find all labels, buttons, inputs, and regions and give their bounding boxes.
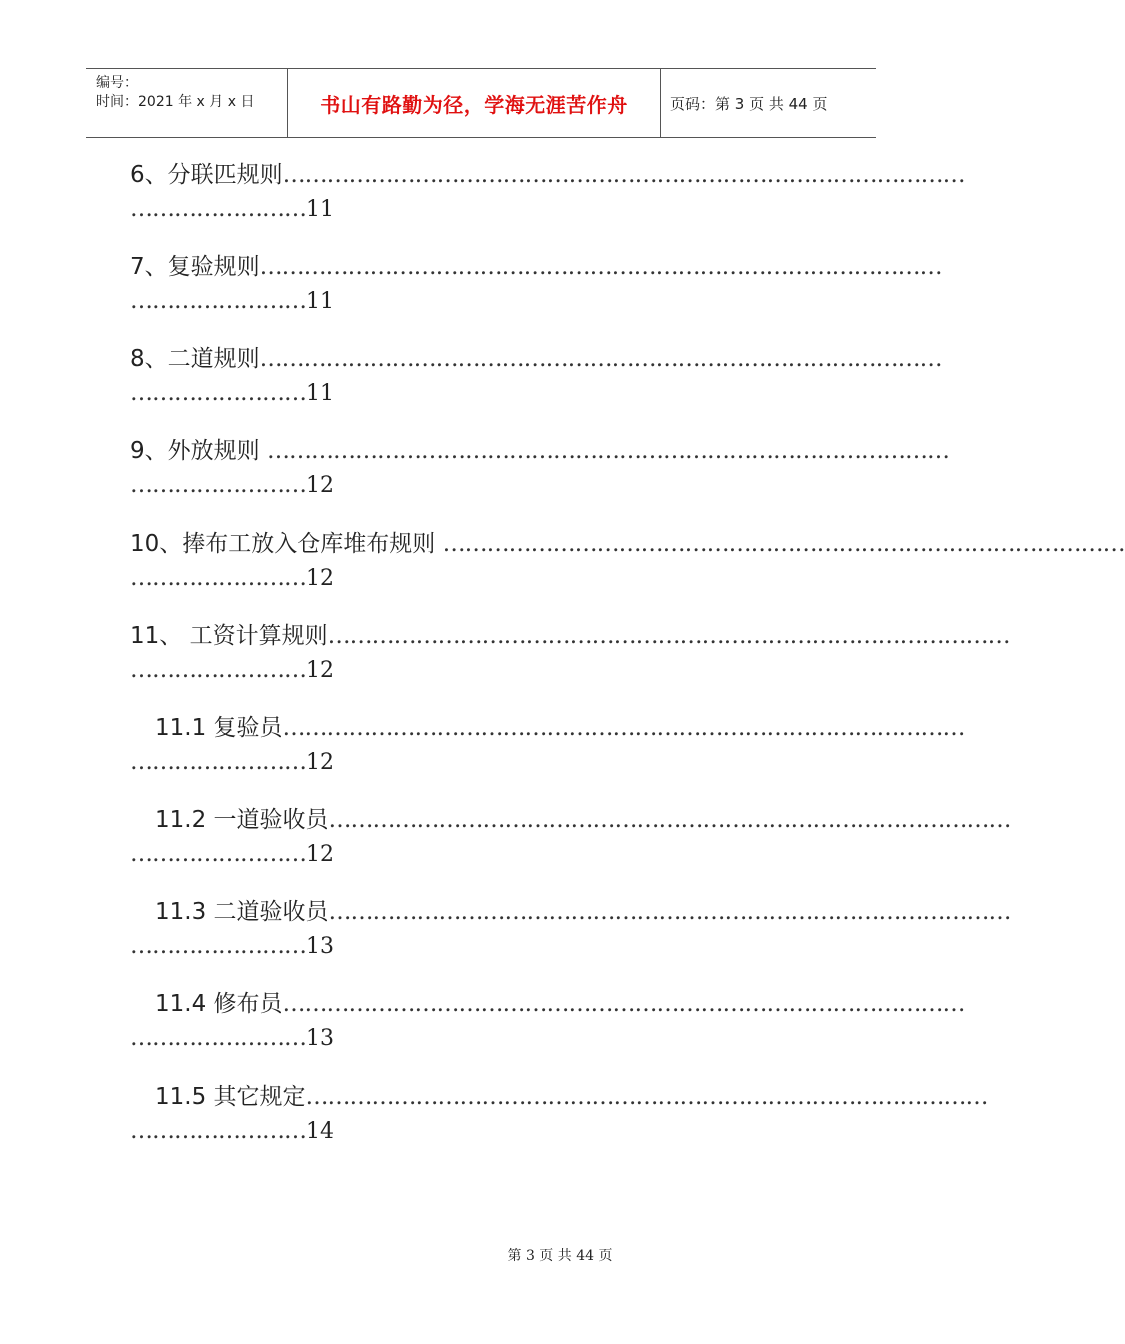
toc-entry-page: 14: [306, 1119, 334, 1144]
footer-page-number: 第 3 页 共 44 页: [507, 1248, 613, 1264]
toc-entry[interactable]: 10、捧布工放入仓库堆布规则 ………………………………………………………………………………… ……………………12: [130, 531, 1125, 591]
toc-entry[interactable]: 11.2 一道验收员………………………………………………………………………………… ……………………12: [130, 807, 1011, 867]
toc-entry-page: 13: [306, 1026, 334, 1051]
toc-entry-label: 6、分联匹规则: [130, 162, 283, 188]
toc-entry-label: 11.3 二道验收员: [155, 899, 329, 925]
number-label: 编号：: [96, 75, 138, 91]
toc-entry[interactable]: 11、 工资计算规则………………………………………………………………………………… ……………………12: [130, 623, 1010, 683]
toc-entry-label: 8、二道规则: [130, 346, 260, 372]
toc-entry-page: 12: [306, 566, 334, 591]
toc-entry-label: 9、外放规则: [130, 438, 267, 464]
toc-entry-label: 11.1 复验员: [155, 715, 283, 741]
header-motto: 书山有路勤为径，学海无涯苦作舟: [320, 92, 628, 117]
toc-entry[interactable]: 11.5 其它规定………………………………………………………………………………… ……………………14: [130, 1084, 988, 1144]
header-page-info: 页码：第 3 页 共 44 页: [670, 94, 828, 113]
toc-entry-page: 12: [306, 658, 334, 683]
toc-entry-page: 11: [306, 197, 334, 222]
toc-entry-page: 12: [306, 750, 334, 775]
toc-entry-page: 12: [306, 473, 334, 498]
toc-entry-label: 11、 工资计算规则: [130, 623, 328, 649]
toc-entry-page: 11: [306, 381, 334, 406]
toc-entry-page: 12: [306, 842, 334, 867]
toc-entry[interactable]: 7、复验规则………………………………………………………………………………… ……………………11: [130, 254, 942, 314]
toc-entry-page: 11: [306, 289, 334, 314]
time-label: 时间：2021 年 x 月 x 日: [96, 94, 255, 110]
toc-entry[interactable]: 6、分联匹规则………………………………………………………………………………… ……………………11: [130, 162, 965, 222]
toc-entry[interactable]: 11.1 复验员………………………………………………………………………………… ……………………12: [130, 715, 965, 775]
toc-entry-label: 11.2 一道验收员: [155, 807, 329, 833]
toc-entry-label: 7、复验规则: [130, 254, 260, 280]
page-footer: [0, 1245, 950, 1265]
toc-entry-page: 13: [306, 934, 334, 959]
toc-entry[interactable]: 11.4 修布员………………………………………………………………………………… ……………………13: [130, 991, 965, 1051]
toc-entry-label: 10、捧布工放入仓库堆布规则: [130, 531, 443, 557]
toc-entry[interactable]: 8、二道规则………………………………………………………………………………… ……………………11: [130, 346, 942, 406]
toc-entry[interactable]: 11.3 二道验收员………………………………………………………………………………… ……………………13: [130, 899, 1011, 959]
toc-entry-label: 11.4 修布员: [155, 991, 283, 1017]
toc-entry[interactable]: 9、外放规则 ………………………………………………………………………………… ……………………12: [130, 438, 949, 498]
toc-entry-label: 11.5 其它规定: [155, 1084, 306, 1110]
